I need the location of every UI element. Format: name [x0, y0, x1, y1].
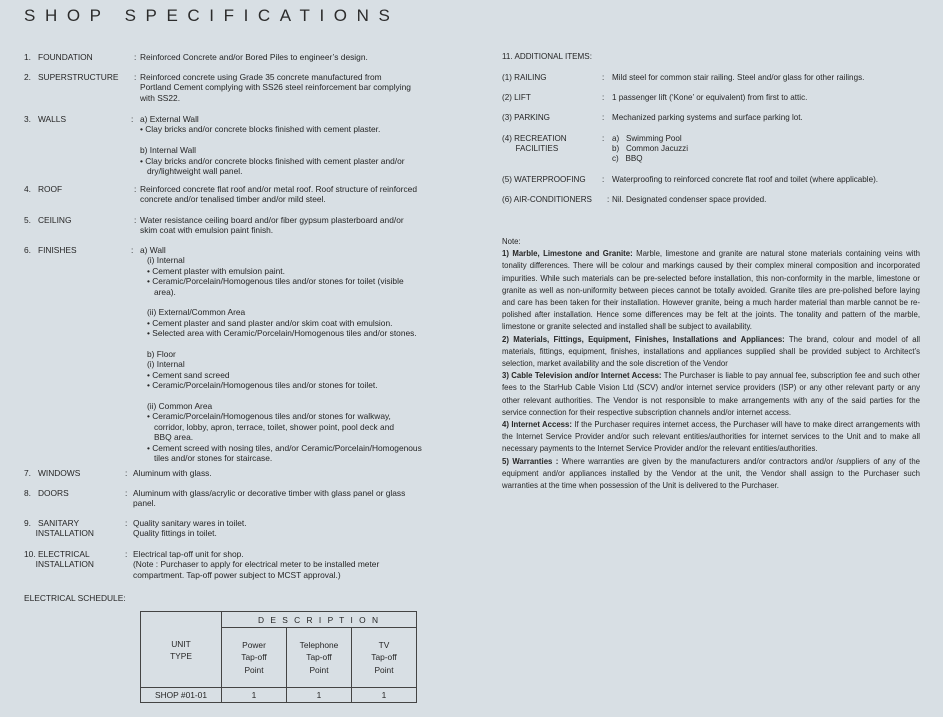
spec-line: • Selected area with Ceramic/Porcelain/Homogenous tiles and/or stones.	[140, 328, 417, 339]
spec-line: (ii) External/Common Area	[140, 307, 246, 318]
spec-line: • Ceramic/Porcelain/Homogenous tiles and/or stones for walkway,	[140, 411, 391, 422]
spec-line: • Clay bricks and/or concrete blocks finished with cement plaster.	[140, 124, 381, 135]
spec-line: • Cement screed with nosing tiles, and/or Ceramic/Porcelain/Homogenous	[140, 442, 422, 453]
spec-line: (Note : Purchaser to apply for electrical meter to be installed meter	[133, 559, 380, 570]
spec-label: 3. WALLS	[24, 114, 67, 124]
page-title: SHOP SPECIFICATIONS	[24, 6, 400, 25]
note-item	[502, 456, 920, 493]
spec-line: • Cement plaster with emulsion paint.	[140, 265, 285, 276]
spec-line: corridor, lobby, apron, terrace, toilet, shower point, pool deck and	[140, 421, 395, 432]
spec-value	[140, 52, 470, 62]
spec-line: tiles and/or stones for staircase.	[140, 453, 273, 464]
note-body: The brand, colour and model of all materials, fittings, equipment, finishes, installations and appliances supplied shall be provided subject to Architect’s selection, market availability and the sole discretion of the Vendor	[502, 334, 920, 369]
spec-line: Reinforced concrete flat roof and/or metal roof. Roof structure of reinforced	[140, 184, 417, 194]
spec-line: b) Internal Wall	[140, 145, 197, 156]
item-colon: :	[602, 113, 605, 122]
spec-value	[140, 72, 470, 103]
item-value	[612, 134, 922, 164]
spec-line	[140, 135, 470, 145]
item-value: 1 passenger lift (‘Kone’ or equivalent) from first to attic.	[612, 93, 808, 102]
item-line: a) Swimming Pool	[612, 134, 682, 143]
unit-type-header: UNIT TYPE	[141, 612, 222, 688]
spec-line: area).	[140, 286, 176, 297]
power-column-header: Power Tap-off Point	[222, 628, 287, 688]
item-colon: :	[602, 175, 605, 184]
spec-label: 9. SANITARY INSTALLATION	[24, 518, 94, 539]
notes-section	[502, 236, 920, 492]
notes-title: Note:	[502, 237, 521, 246]
spec-line: concrete and/or tenalised timber and/or mild steel.	[140, 194, 326, 205]
note-item	[502, 334, 920, 371]
spec-colon: :	[125, 518, 128, 528]
tv-value: 1	[352, 688, 417, 703]
spec-label: 8. DOORS	[24, 488, 69, 498]
spec-line: • Cement plaster and sand plaster and/or skim coat with emulsion.	[140, 317, 393, 328]
spec-line: • Clay bricks and/or concrete blocks finished with cement plaster and/or	[140, 155, 405, 166]
item-label: (6) AIR-CONDITIONERS	[502, 195, 592, 204]
unit-cell: SHOP #01-01	[141, 688, 222, 703]
spec-line: Quality sanitary wares in toilet.	[133, 518, 247, 528]
spec-label: 6. FINISHES	[24, 245, 77, 255]
spec-colon: :	[134, 52, 137, 62]
spec-colon: :	[134, 72, 137, 82]
spec-colon: :	[131, 245, 134, 255]
item-value: Waterproofing to reinforced concrete flat roof and toilet (where applicable).	[612, 175, 879, 184]
spec-line: skim coat with emulsion paint finish.	[140, 225, 274, 236]
note-item	[502, 370, 920, 419]
spec-line	[140, 297, 470, 307]
spec-line: dry/lightweight wall panel.	[140, 166, 243, 177]
item-value: Mechanized parking systems and surface parking lot.	[612, 113, 803, 122]
spec-value	[140, 184, 470, 205]
spec-label: 1. FOUNDATION	[24, 52, 93, 62]
spec-line: (ii) Common Area	[140, 401, 213, 412]
spec-line: Quality fittings in toilet.	[133, 528, 217, 539]
spec-line: with SS22.	[140, 92, 181, 103]
spec-colon: :	[134, 184, 137, 194]
spec-line: b) Floor	[140, 349, 176, 360]
item-colon: :	[602, 134, 605, 143]
spec-label: 7. WINDOWS	[24, 468, 81, 478]
item-label: (5) WATERPROOFING	[502, 175, 586, 184]
item-value: Mild steel for common stair railing. Steel and/or glass for other railings.	[612, 73, 865, 82]
description-header: D E S C R I P T I O N	[222, 612, 417, 628]
note-body: Where warranties are given by the manufacturers and/or contractors and/or /suppliers of any of the equipment and/or appliances installed by the Vendor at the unit, the Vendor shall assign to the Purchaser such warranties at the time when possession of the Unit is delivered to the Purchaser.	[502, 456, 920, 491]
note-heading: 3) Cable Television and/or Internet Access:	[502, 371, 662, 381]
note-item	[502, 248, 920, 333]
spec-value	[140, 215, 470, 236]
spec-line: • Cement sand screed	[140, 369, 230, 380]
item-value: Nil. Designated condenser space provided.	[612, 195, 767, 204]
spec-value	[140, 114, 470, 176]
spec-line: (i) Internal	[140, 255, 185, 266]
spec-label: 4. ROOF	[24, 184, 63, 194]
item-label: (1) RAILING	[502, 73, 547, 82]
item-colon: :	[602, 73, 605, 82]
telephone-value: 1	[287, 688, 352, 703]
spec-colon: :	[125, 549, 128, 559]
tv-column-header: TV Tap-off Point	[352, 628, 417, 688]
spec-colon: :	[131, 114, 134, 124]
spec-line: Aluminum with glass/acrylic or decorative timber with glass panel or glass	[133, 488, 406, 498]
spec-value	[133, 468, 463, 478]
telephone-column-header: Telephone Tap-off Point	[287, 628, 352, 688]
spec-line: • Ceramic/Porcelain/Homogenous tiles and/or stones for toilet.	[140, 380, 378, 391]
spec-line: Portland Cement complying with SS26 steel reinforcement bar complying	[140, 82, 411, 93]
note-body: The Purchaser is liable to pay annual fee, subscription fee and such other fees to the StarHub Cable Vision Ltd (SCV) and/or internet service providers (ISP) or any other relevant party or any other relevant authorities. The Vendor is not responsible to make arrangements with any of the said parties for the service connection for their respective subscription channels and/or internet access.	[502, 371, 920, 417]
spec-colon: :	[134, 215, 137, 225]
spec-line: panel.	[133, 498, 156, 509]
spec-value	[133, 549, 463, 580]
spec-label: 2. SUPERSTRUCTURE	[24, 72, 119, 82]
note-body: Marble, limestone and granite are natural stone materials containing veins with tonality differences. There will be colour and markings caused by their complex mineral composition and incorporated impurities. While such materials can be pre-selected before installation, this non-conformity in the marble, limestone or granite as well as non-uniformity between pieces cannot be totally avoided. Granite tiles are pre-polished before laying and care has been taken for their installation. However granite, being a much harder material than marble cannot be re-polished after installation. Hence some differences may be felt at the joints. The tonality and pattern of the marble, limestone or granite selected and installed shall be subject to availability.	[502, 249, 920, 332]
additional-items-title: 11. ADDITIONAL ITEMS:	[502, 52, 592, 61]
spec-colon: :	[125, 468, 128, 478]
spec-colon: :	[125, 488, 128, 498]
note-heading: 1) Marble, Limestone and Granite:	[502, 249, 633, 259]
note-heading: 4) Internet Access:	[502, 420, 572, 430]
note-heading: 5) Warranties :	[502, 456, 559, 466]
item-label: (4) RECREATION FACILITIES	[502, 134, 567, 153]
note-heading: 2) Materials, Fittings, Equipment, Finishes, Installations and Appliances:	[502, 334, 785, 344]
item-colon: :	[607, 195, 610, 204]
spec-line: a) External Wall	[140, 114, 199, 124]
note-body: If the Purchaser requires internet access, the Purchaser will have to make direct arrangements with the Internet Service Provider and/or such relevant entities/authorities for internet services to the Unit and to make all necessary payments to the Internet Service Provider and/or the relevant entities/authorities.	[502, 420, 920, 454]
spec-line: Reinforced Concrete and/or Bored Piles to engineer’s design.	[140, 52, 368, 62]
spec-line: BBQ area.	[140, 432, 194, 443]
power-value: 1	[222, 688, 287, 703]
spec-line	[140, 391, 470, 401]
item-line: b) Common Jacuzzi	[612, 144, 689, 153]
spec-label: 10. ELECTRICAL INSTALLATION	[24, 549, 94, 570]
item-label: (2) LIFT	[502, 93, 531, 102]
spec-line: Electrical tap-off unit for shop.	[133, 549, 244, 559]
spec-line: Reinforced concrete using Grade 35 concrete manufactured from	[140, 72, 382, 82]
spec-line: (i) Internal	[140, 359, 185, 370]
electrical-schedule-title: ELECTRICAL SCHEDULE:	[24, 593, 126, 603]
spec-line: • Ceramic/Porcelain/Homogenous tiles and/or stones for toilet (visible	[140, 276, 404, 287]
spec-label: 5. CEILING	[24, 215, 72, 225]
spec-line: a) Wall	[140, 245, 166, 255]
spec-value	[133, 518, 463, 539]
spec-value	[133, 488, 463, 509]
item-line: c) BBQ	[612, 154, 643, 163]
note-item	[502, 419, 920, 456]
spec-line: compartment. Tap-off power subject to MCST approval.)	[133, 569, 341, 580]
item-colon: :	[602, 93, 605, 102]
spec-line	[140, 339, 470, 349]
electrical-schedule-table	[140, 611, 417, 703]
spec-value	[140, 245, 470, 463]
item-label: (3) PARKING	[502, 113, 550, 122]
spec-line: Water resistance ceiling board and/or fiber gypsum plasterboard and/or	[140, 215, 404, 225]
spec-line: Aluminum with glass.	[133, 468, 212, 478]
